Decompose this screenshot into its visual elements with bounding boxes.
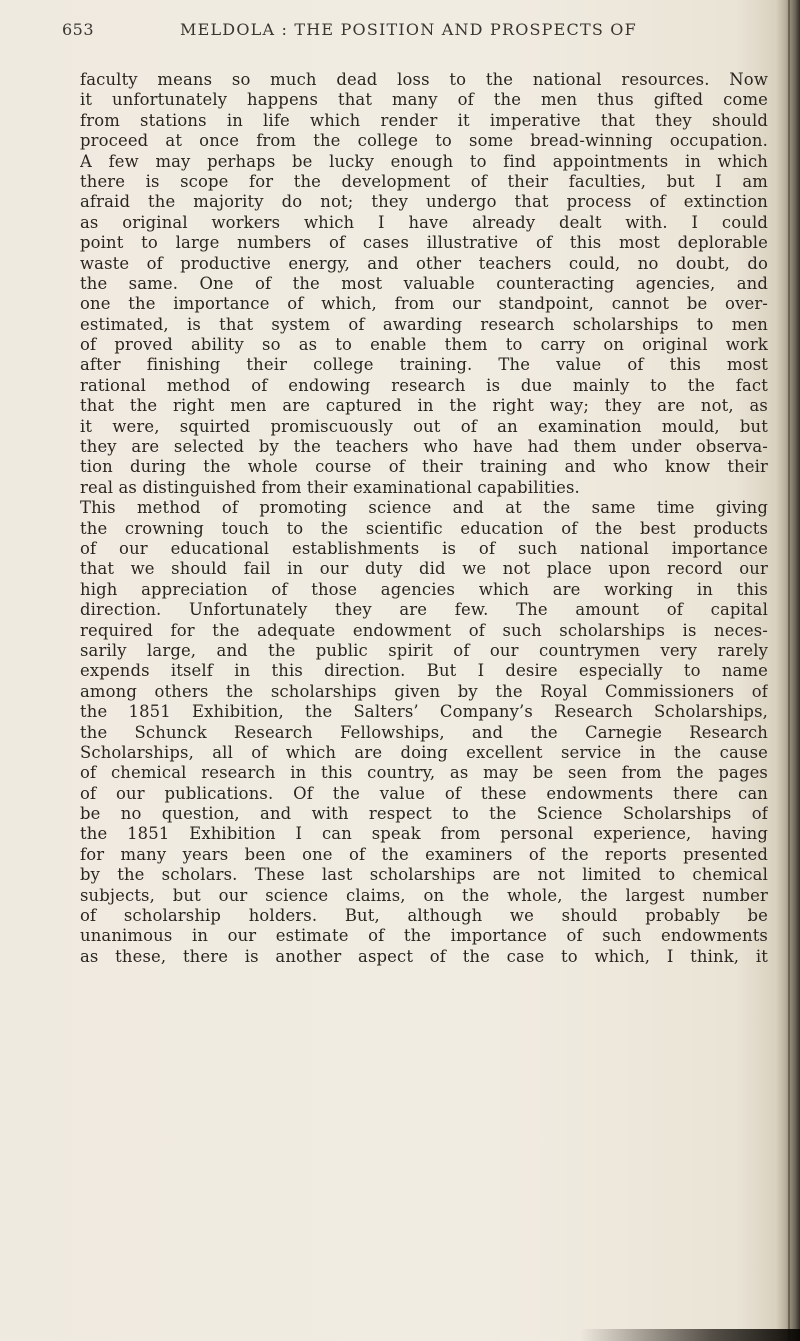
text-line: the Schunck Research Fellowships, and the Carnegie Research xyxy=(80,722,768,742)
text-line: of our educational establishments is of such national importance xyxy=(80,538,768,558)
text-line: point to large numbers of cases illustrative of this most deplorable xyxy=(80,233,768,253)
text-line: the crowning touch to the scientific education of the best products xyxy=(80,518,768,538)
text-line: that the right men are captured in the right way; they are not, as xyxy=(80,396,768,416)
text-line: of proved ability so as to enable them to carry on original work xyxy=(80,335,768,355)
bottom-edge-shadow xyxy=(580,1329,800,1341)
text-line: subjects, but our science claims, on the whole, the largest number xyxy=(80,885,768,905)
text-line: unanimous in our estimate of the importance of such endowments xyxy=(80,926,768,946)
text-line: they are selected by the teachers who have had them under observa- xyxy=(80,437,768,457)
text-line: tion during the whole course of their training and who know their xyxy=(80,457,768,477)
text-line: This method of promoting science and at the same time giving xyxy=(80,498,768,518)
text-line: that we should fail in our duty did we not place upon record our xyxy=(80,559,768,579)
text-line: faculty means so much dead loss to the national resources. Now xyxy=(80,70,768,89)
text-line: it unfortunately happens that many of the men thus gifted come xyxy=(80,90,768,110)
text-line: as original workers which I have already dealt with. I could xyxy=(80,212,768,232)
text-line: the same. One of the most valuable counteracting agencies, and xyxy=(80,273,768,293)
text-line: of our publications. Of the value of these endowments there can xyxy=(80,783,768,803)
body-text xyxy=(80,70,768,967)
text-line: high appreciation of those agencies which are working in this xyxy=(80,579,768,599)
text-line: waste of productive energy, and other teachers could, no doubt, do xyxy=(80,253,768,273)
text-line: there is scope for the development of their faculties, but I am xyxy=(80,171,768,191)
text-line: estimated, is that system of awarding research scholarships to men xyxy=(80,314,768,334)
text-line: from stations in life which render it imperative that they should xyxy=(80,110,768,130)
text-line: Scholarships, all of which are doing excellent service in the cause xyxy=(80,742,768,762)
page-number: 653 xyxy=(62,20,95,39)
text-line: among others the scholarships given by the Royal Commissioners of xyxy=(80,681,768,701)
text-line: it were, squirted promiscuously out of an examination mould, but xyxy=(80,416,768,436)
text-line: the 1851 Exhibition I can speak from personal experience, having xyxy=(80,824,768,844)
text-line: the 1851 Exhibition, the Salters’ Company’s Research Scholarships, xyxy=(80,702,768,722)
text-line: be no question, and with respect to the Science Scholarships of xyxy=(80,804,768,824)
text-line: real as distinguished from their examinational capabilities. xyxy=(80,477,580,497)
running-title: MELDOLA : THE POSITION AND PROSPECTS OF xyxy=(180,20,637,39)
text-line: proceed at once from the college to some bread-winning occupation. xyxy=(80,131,768,151)
text-line: expends itself in this direction. But I desire especially to name xyxy=(80,661,768,681)
text-line: required for the adequate endowment of such scholarships is neces- xyxy=(80,620,768,640)
text-line: sarily large, and the public spirit of our countrymen very rarely xyxy=(80,640,768,660)
text-line: A few may perhaps be lucky enough to find appointments in which xyxy=(80,151,768,171)
binding-line xyxy=(788,0,790,1341)
text-line: by the scholars. These last scholarships are not limited to chemical xyxy=(80,865,768,885)
text-line: rational method of endowing research is due mainly to the fact xyxy=(80,375,768,395)
text-line: of chemical research in this country, as may be seen from the pages xyxy=(80,763,768,783)
text-line: for many years been one of the examiners of the reports presented xyxy=(80,844,768,864)
text-line: of scholarship holders. But, although we should probably be xyxy=(80,906,768,926)
text-line: direction. Unfortunately they are few. The amount of capital xyxy=(80,600,768,620)
running-head xyxy=(62,20,762,50)
text-line: afraid the majority do not; they undergo that process of extinction xyxy=(80,192,768,212)
text-line: after finishing their college training. The value of this most xyxy=(80,355,768,375)
text-line: one the importance of which, from our standpoint, cannot be over- xyxy=(80,294,768,314)
text-line: as these, there is another aspect of the case to which, I think, it xyxy=(80,946,768,966)
